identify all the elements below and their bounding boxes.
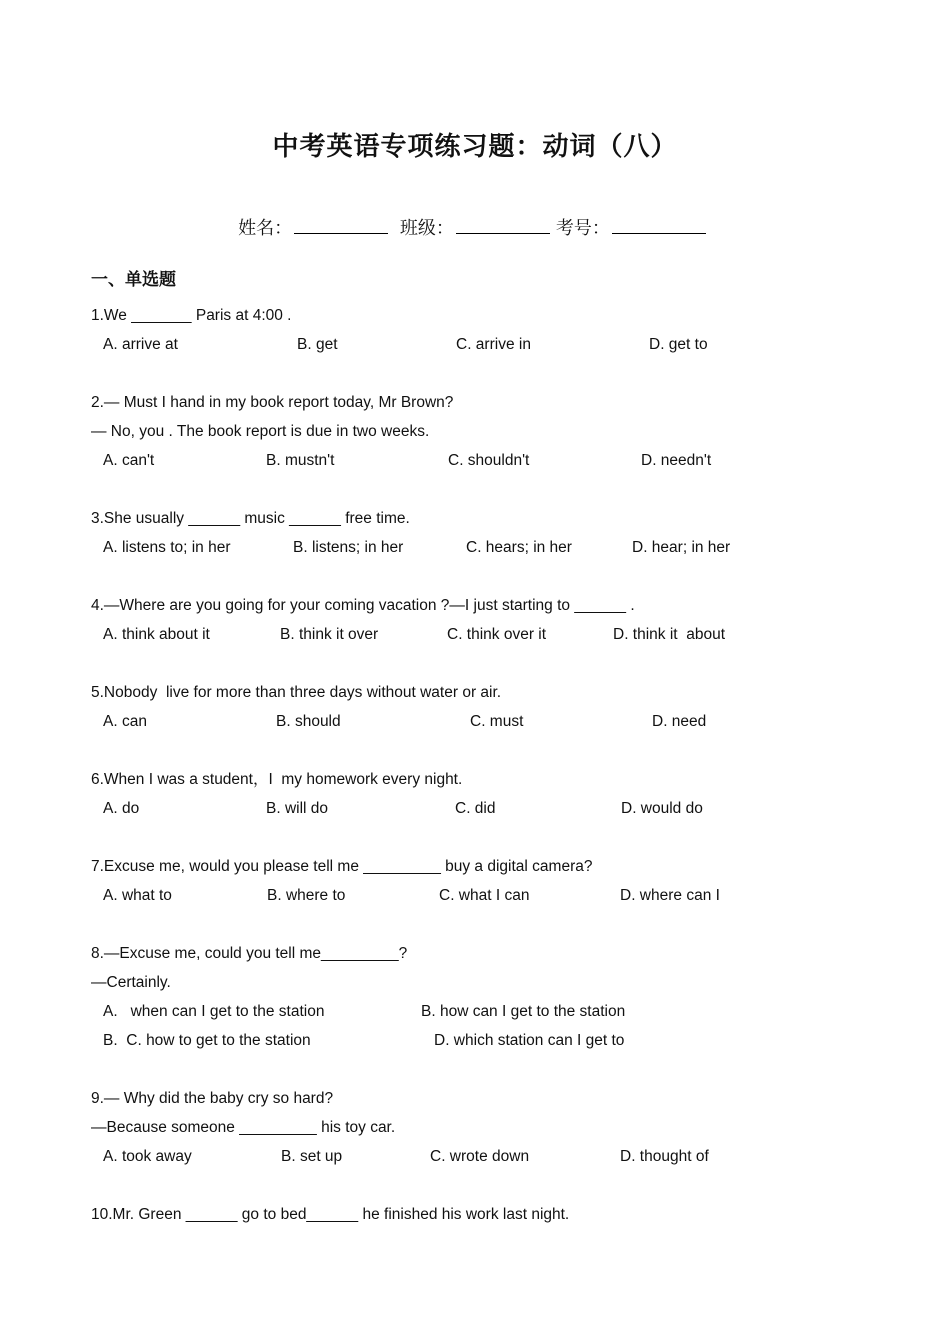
question-3-stem: 3.She usually ______ music ______ free time. — [91, 510, 410, 527]
student-info-line — [0, 214, 950, 240]
question-2-option-b: B. mustn't — [266, 452, 335, 469]
question-6-option-a: A. do — [103, 800, 140, 817]
question-5-option-a: A. can — [103, 713, 147, 730]
question-9-option-b: B. set up — [281, 1148, 343, 1165]
question-3-option-b: B. listens; in her — [293, 539, 404, 556]
question-8-option-b: B. how can I get to the station — [421, 1003, 626, 1020]
question-5-option-d: D. need — [652, 713, 707, 730]
number-label: 考号： — [555, 218, 610, 239]
question-2-option-a: A. can't — [103, 452, 155, 469]
class-label: 班级： — [399, 218, 454, 239]
question-4-option-a: A. think about it — [103, 626, 210, 643]
question-2-option-c: C. shouldn't — [448, 452, 530, 469]
question-3-option-d: D. hear; in her — [632, 539, 731, 556]
question-8-stem: 8.—Excuse me, could you tell me_________? — [91, 945, 408, 962]
question-1-option-d: D. get to — [649, 336, 708, 353]
question-6-option-c: C. did — [455, 800, 496, 817]
question-8-option-a: A. when can I get to the station — [103, 1003, 325, 1020]
question-3-option-c: C. hears; in her — [466, 539, 572, 556]
question-5-option-c: C. must — [470, 713, 524, 730]
question-6-option-b: B. will do — [266, 800, 329, 817]
question-4-option-b: B. think it over — [280, 626, 379, 643]
question-8-stem-line-2: —Certainly. — [91, 974, 171, 991]
question-3-option-a: A. listens to; in her — [103, 539, 231, 556]
question-7-option-c: C. what I can — [439, 887, 530, 904]
number-blank — [612, 217, 706, 234]
class-blank — [456, 217, 550, 234]
name-label: 姓名： — [238, 218, 293, 239]
question-6-option-d: D. would do — [621, 800, 703, 817]
question-1-option-b: B. get — [297, 336, 338, 353]
question-9-stem-line-2: —Because someone _________ his toy car. — [91, 1119, 396, 1136]
question-7-option-b: B. where to — [267, 887, 346, 904]
question-8-option-c: B. C. how to get to the station — [103, 1032, 311, 1049]
name-blank — [294, 217, 388, 234]
question-1-stem: 1.We _______ Paris at 4:00 . — [91, 307, 292, 324]
question-4-option-c: C. think over it — [447, 626, 547, 643]
question-4-option-d: D. think it about — [613, 626, 726, 643]
question-8-option-d: D. which station can I get to — [434, 1032, 625, 1049]
question-1-option-a: A. arrive at — [103, 336, 178, 353]
question-7-option-a: A. what to — [103, 887, 172, 904]
question-2-stem-line-2: — No, you . The book report is due in two weeks. — [91, 423, 430, 440]
question-7-option-d: D. where can I — [620, 887, 720, 904]
question-10-stem: 10.Mr. Green ______ go to bed______ he finished his work last night. — [91, 1206, 570, 1223]
question-9-option-d: D. thought of — [620, 1148, 709, 1165]
question-4-stem: 4.—Where are you going for your coming vacation ?—I just starting to ______ . — [91, 597, 635, 614]
question-9-stem: 9.— Why did the baby cry so hard? — [91, 1090, 334, 1107]
question-2-stem: 2.— Must I hand in my book report today, Mr Brown? — [91, 394, 454, 411]
section-heading: 一、单选题 — [91, 270, 176, 290]
page-title: 中考英语专项练习题：动词（八） — [272, 132, 678, 162]
question-5-option-b: B. should — [276, 713, 341, 730]
question-9-option-a: A. took away — [103, 1148, 192, 1165]
question-1-option-c: C. arrive in — [456, 336, 531, 353]
question-2-option-d: D. needn't — [641, 452, 712, 469]
question-5-stem: 5.Nobody live for more than three days without water or air. — [91, 684, 502, 701]
question-7-stem: 7.Excuse me, would you please tell me _________ buy a digital camera? — [91, 858, 593, 875]
question-9-option-c: C. wrote down — [430, 1148, 530, 1165]
question-6-stem: 6.When I was a student，I my homework every night. — [91, 771, 463, 788]
